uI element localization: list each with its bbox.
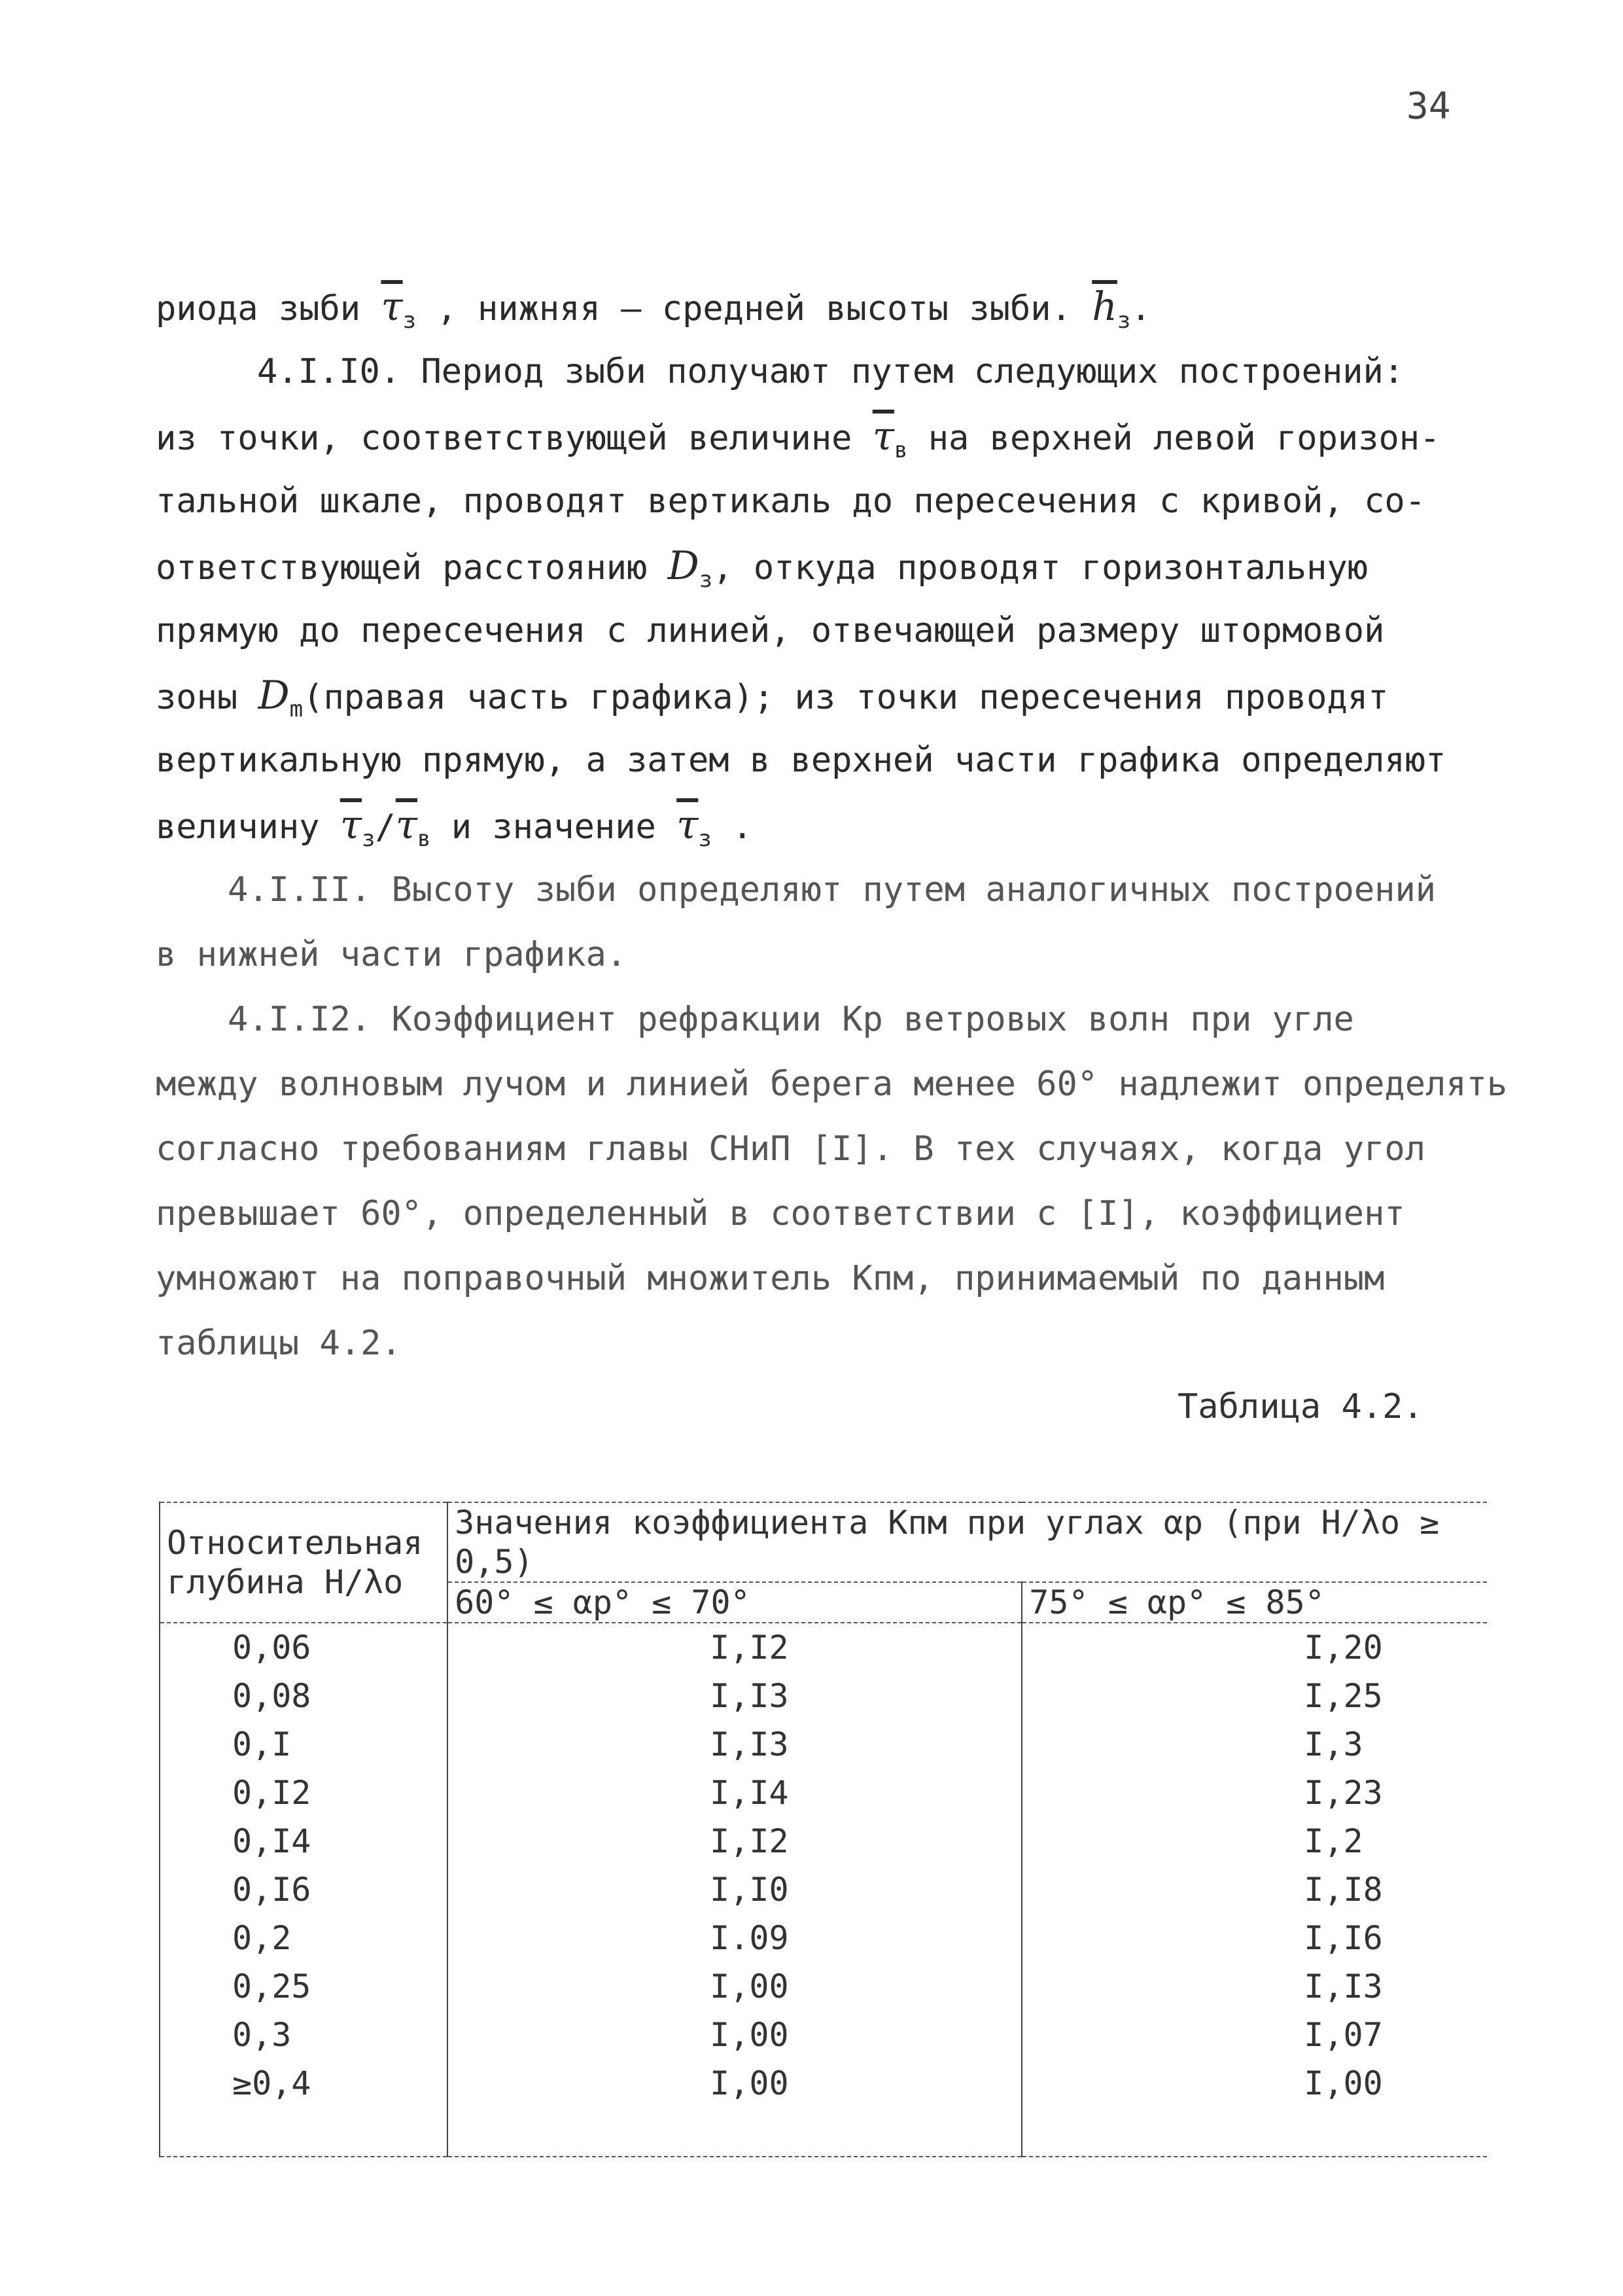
tau-symbol: $\overline{\tau}$	[872, 414, 894, 459]
text-line	[156, 793, 1516, 858]
text-span: .	[1130, 289, 1151, 328]
paragraph-4-1-11-line-1: 4.I.II. Высоту зыби определяют путем аналогичных построений	[228, 870, 1437, 910]
value-cell-60-70: I,I2	[447, 1623, 1022, 1672]
table-row	[160, 1865, 1487, 1914]
table-row-spacer	[160, 2108, 1487, 2157]
value-cell-60-70: I,I2	[447, 1817, 1022, 1865]
value-cell-75-85: I,3	[1022, 1720, 1487, 1769]
column-header-angle-75-85: 75° ≤ αр° ≤ 85°	[1022, 1582, 1487, 1623]
value-cell-75-85: I,I3	[1022, 1962, 1487, 2011]
text-span: из точки, соответствующей величине	[156, 419, 852, 458]
subscript: в	[417, 826, 431, 852]
text-line: таблицы 4.2.	[156, 1324, 402, 1363]
table-row	[160, 1720, 1487, 1769]
text-line	[156, 663, 1516, 728]
depth-cell: 0,I2	[160, 1769, 447, 1817]
depth-cell: 0,2	[160, 1914, 447, 1962]
tau-symbol: $\overline{\tau}$	[395, 802, 417, 848]
header-line: глубина H/λо	[167, 1563, 404, 1601]
depth-cell: 0,I	[160, 1720, 447, 1769]
column-header-group: Значения коэффициента Kпм при углах αр (при H/λо ≥ 0,5)	[447, 1502, 1487, 1582]
value-cell-60-70: I,I0	[447, 1865, 1022, 1914]
value-cell-60-70: I,00	[447, 1962, 1022, 2011]
text-line: согласно требованиям главы СНиП [I]. В тех случаях, когда угол	[156, 1129, 1426, 1169]
value-cell-60-70: I.09	[447, 1914, 1022, 1962]
value-cell-75-85: I,20	[1022, 1623, 1487, 1672]
text-span: зоны	[156, 678, 238, 717]
paragraph-4-1-12-line-1: 4.I.I2. Коэффициент рефракции Kр ветровых волн при угле	[228, 1000, 1354, 1039]
text-span: , откуда проводят горизонтальную	[712, 548, 1369, 588]
subscript: в	[894, 437, 908, 463]
subscript: з	[698, 826, 712, 852]
tau-symbol: $\overline{\tau}$	[676, 802, 699, 848]
value-cell-60-70: I,I3	[447, 1720, 1022, 1769]
value-cell-75-85: I,25	[1022, 1672, 1487, 1720]
slash: /	[375, 807, 396, 847]
d-symbol: D	[258, 673, 290, 718]
value-cell-60-70: I,I4	[447, 1769, 1022, 1817]
table-row	[160, 1623, 1487, 1672]
value-cell-60-70: I,I3	[447, 1672, 1022, 1720]
text-line: между волновым лучом и линией берега менее 60° надлежит определять	[156, 1065, 1508, 1104]
value-cell-75-85: I,23	[1022, 1769, 1487, 1817]
subscript: з	[361, 826, 375, 852]
tau-symbol: $\overline{\tau}$	[340, 802, 362, 848]
tau-symbol: $\overline{\tau}$	[381, 284, 403, 330]
subscript: m	[289, 696, 304, 722]
subscript: з	[699, 567, 713, 593]
paragraph-4-1-10-line-1: 4.I.I0. Период зыби получают путем следующих построений:	[257, 352, 1405, 391]
table-row	[160, 1672, 1487, 1720]
depth-cell: 0,3	[160, 2011, 447, 2059]
table-row	[160, 1769, 1487, 1817]
text-line	[156, 275, 1516, 340]
value-cell-75-85: I,I6	[1022, 1914, 1487, 1962]
text-line: умножают на поправочный множитель Kпм, принимаемый по данным	[156, 1259, 1385, 1298]
text-line: тальной шкале, проводят вертикаль до пересечения с кривой, со-	[156, 482, 1426, 521]
value-cell-75-85: I,I8	[1022, 1865, 1487, 1914]
text-line: вертикальную прямую, а затем в верхней части графика определяют	[156, 741, 1446, 780]
h-symbol: $\overline{h}$	[1092, 284, 1117, 330]
depth-cell: ≥0,4	[160, 2059, 447, 2108]
d-symbol: D	[667, 543, 699, 589]
depth-cell: 0,I4	[160, 1817, 447, 1865]
depth-cell: 0,06	[160, 1623, 447, 1672]
empty-cell	[160, 2108, 447, 2157]
text-span: риода зыби	[156, 289, 361, 328]
subscript: з	[1117, 308, 1131, 334]
depth-cell: 0,25	[160, 1962, 447, 2011]
text-span: и значение	[451, 807, 656, 847]
text-line: превышает 60°, определенный в соответствии с [I], коэффициент	[156, 1194, 1405, 1233]
text-line: в нижней части графика.	[156, 935, 627, 974]
table-caption: Таблица 4.2.	[1178, 1387, 1423, 1426]
value-cell-75-85: I,00	[1022, 2059, 1487, 2108]
text-line	[156, 404, 1516, 469]
subscript: з	[402, 308, 417, 334]
body-text	[156, 275, 1516, 1376]
empty-cell	[447, 2108, 1022, 2157]
table-row	[160, 1962, 1487, 2011]
column-header-angle-60-70: 60° ≤ αр° ≤ 70°	[447, 1582, 1022, 1623]
table-row	[160, 1914, 1487, 1962]
page-number: 34	[1406, 85, 1451, 128]
value-cell-75-85: I,2	[1022, 1817, 1487, 1865]
text-span: величину	[156, 807, 320, 847]
text-line	[156, 534, 1516, 599]
text-span: ответствующей расстоянию	[156, 548, 648, 588]
text-span: на верхней левой горизон-	[928, 419, 1440, 458]
text-span: .	[732, 807, 753, 847]
value-cell-75-85: I,07	[1022, 2011, 1487, 2059]
table-row	[160, 2011, 1487, 2059]
empty-cell	[1022, 2108, 1487, 2157]
text-span: , нижняя – средней высоты зыби.	[436, 289, 1072, 328]
text-line: прямую до пересечения с линией, отвечающей размеру штормовой	[156, 611, 1385, 650]
depth-cell: 0,I6	[160, 1865, 447, 1914]
kpm-table	[159, 1502, 1487, 2157]
table-row	[160, 2059, 1487, 2108]
column-header-depth	[160, 1502, 447, 1623]
depth-cell: 0,08	[160, 1672, 447, 1720]
text-span: (правая часть графика); из точки пересечения проводят	[303, 678, 1389, 717]
value-cell-60-70: I,00	[447, 2011, 1022, 2059]
table-row	[160, 1817, 1487, 1865]
header-line: Относительная	[167, 1524, 423, 1562]
value-cell-60-70: I,00	[447, 2059, 1022, 2108]
